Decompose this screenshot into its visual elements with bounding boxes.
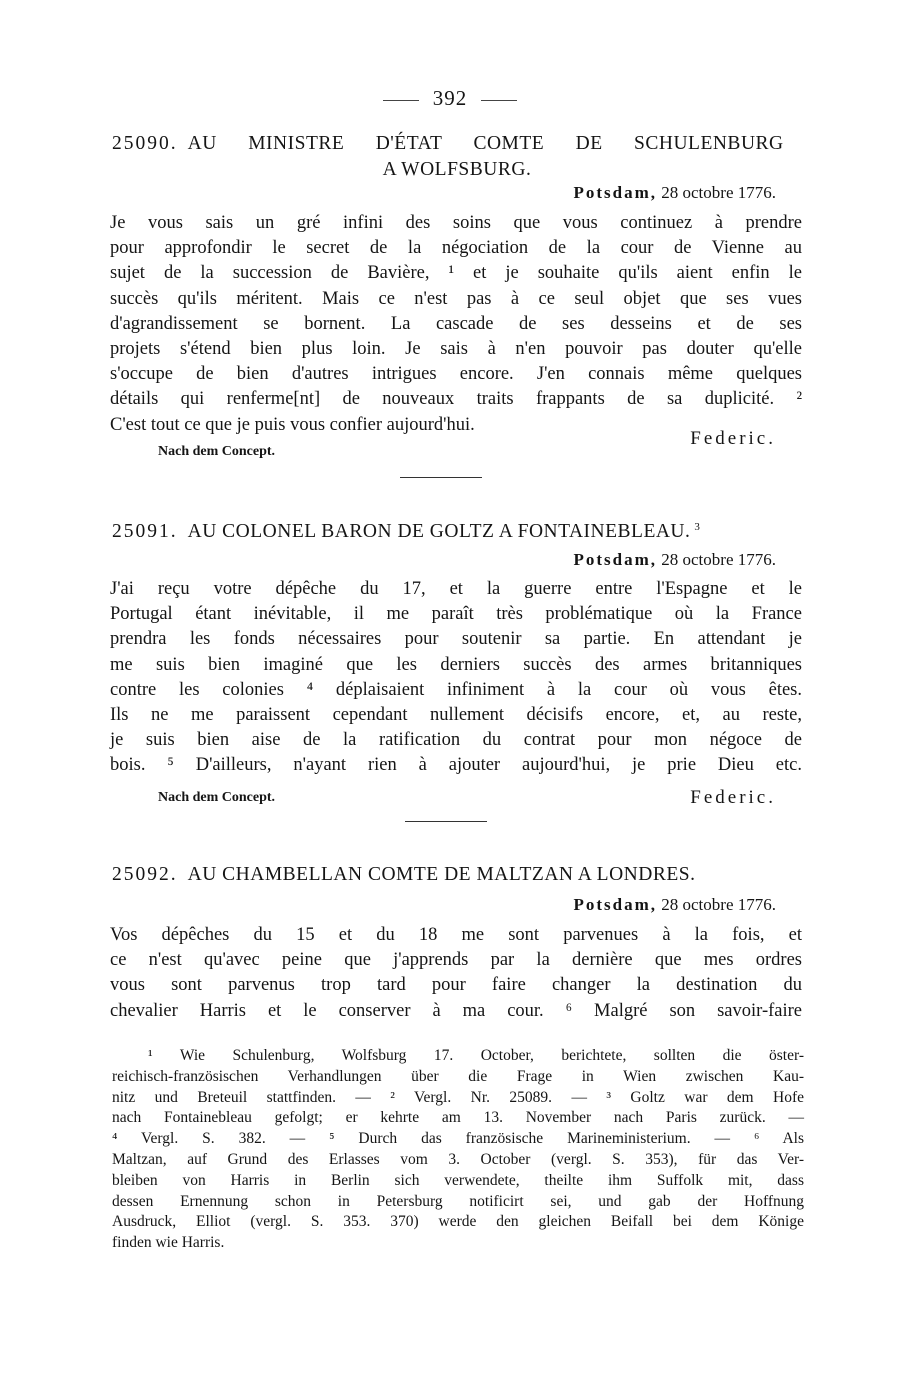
body-line: contre les colonies ⁴ déplaisaient infiniment à la cour où vous êtes. <box>110 679 802 700</box>
footnote-line: Ausdruck, Elliot (vergl. S. 353. 370) werde den gleichen Beifall bei dem Könige <box>112 1213 804 1231</box>
body-line: succès qu'ils méritent. Mais ce n'est pas à ce seul objet que ses vues <box>110 288 802 309</box>
signature: Federic. <box>690 428 776 449</box>
body-line: vous sont parvenus trop tard pour faire changer la destination du <box>110 975 802 996</box>
letter-recipient: AU MINISTRE D'ÉTAT COMTE DE SCHULENBURG <box>187 133 784 154</box>
footnote-line: ⁴ Vergl. S. 382. — ⁵ Durch das französische Marineministerium. — ⁶ Als <box>112 1130 804 1148</box>
body-line: pour approfondir le secret de la négociation de la cour de Vienne au <box>110 238 802 259</box>
dateline-date: 28 octobre 1776. <box>661 183 776 202</box>
footnote-line: finden wie Harris. <box>112 1234 225 1252</box>
dateline <box>573 894 776 916</box>
letter-body <box>110 923 802 1024</box>
footnote-line: ¹ Wie Schulenburg, Wolfsburg 17. October, berichtete, sollten die öster- <box>148 1047 804 1064</box>
letter-heading <box>112 862 802 888</box>
section-divider <box>405 821 487 822</box>
footnote-line: dessen Ernennung schon in Petersburg notificirt sei, und gab der Hoffnung <box>112 1192 804 1210</box>
dateline-place: Potsdam, <box>573 183 658 202</box>
source-note: Nach dem Concept. <box>158 790 276 805</box>
body-line: chevalier Harris et le conserver à ma cour. ⁶ Malgré son savoir-faire <box>110 1000 802 1021</box>
body-line: bois. ⁵ D'ailleurs, n'ayant rien à ajouter aujourd'hui, je prie Dieu etc. <box>110 755 802 776</box>
body-line: me suis bien imaginé que les derniers succès des armes britanniques <box>110 654 802 675</box>
dateline <box>573 182 776 204</box>
body-line: Portugal étant inévitable, il me paraît très problématique où la France <box>110 604 802 625</box>
footnote-line: nach Fontainebleau gefolgt; er kehrte am 13. November nach Paris zurück. — <box>112 1109 804 1127</box>
page-number-rule-right <box>481 100 517 101</box>
body-line: J'ai reçu votre dépêche du 17, et la guerre entre l'Espagne et le <box>110 579 802 599</box>
body-line: C'est tout ce que je puis vous confier aujourd'hui. <box>110 414 475 435</box>
page-number-text: 392 <box>432 86 468 110</box>
letter-number: 25092. <box>112 864 178 885</box>
body-line: Je vous sais un gré infini des soins que vous continuez à prendre <box>110 213 802 233</box>
body-line: Ils ne me paraissent cependant nullement décisifs encore, et, au reste, <box>110 705 802 726</box>
body-line: ce n'est qu'avec peine que j'apprends par la dernière que mes ordres <box>110 950 802 971</box>
footnote-reference: 3 <box>694 520 701 533</box>
footnotes <box>112 1046 804 1254</box>
letter-recipient-line2: A WOLFSBURG. <box>382 159 532 180</box>
body-line: prendra les fonds nécessaires pour soutenir sa partie. En attendant je <box>110 629 802 650</box>
body-line: d'agrandissement se bornent. La cascade de ses desseins et de ses <box>110 313 802 334</box>
footnote-line: Maltzan, auf Grund des Erlasses vom 3. October (vergl. S. 353), für das Ver- <box>112 1150 804 1168</box>
signature: Federic. <box>690 787 776 808</box>
body-line: je suis bien aise de la ratification du contrat pour mon négoce de <box>110 730 802 751</box>
letter-body <box>110 577 802 779</box>
dateline-place: Potsdam, <box>573 550 658 569</box>
letter-heading <box>112 519 802 545</box>
letter-body <box>110 211 802 438</box>
body-line: projets s'étend bien plus loin. Je sais à n'en pouvoir pas douter qu'elle <box>110 339 802 360</box>
page-number <box>0 86 900 111</box>
dateline-date: 28 octobre 1776. <box>661 550 776 569</box>
dateline <box>573 549 776 571</box>
letter-recipient: AU COLONEL BARON DE GOLTZ A FONTAINEBLEAU. <box>187 521 691 542</box>
footnote-line: nitz und Breteuil stattfinden. — ² Vergl. Nr. 25089. — ³ Goltz war dem Hofe <box>112 1088 804 1106</box>
page-number-rule-left <box>383 100 419 101</box>
body-line: sujet de la succession de Bavière, ¹ et je souhaite qu'ils aient enfin le <box>110 263 802 284</box>
letter-number: 25091. <box>112 521 178 542</box>
body-line: s'occupe de bien d'autres intrigues encore. J'en connais même quelques <box>110 364 802 385</box>
dateline-place: Potsdam, <box>573 895 658 914</box>
section-divider <box>400 477 482 478</box>
footnote-line: reichisch-französischen Verhandlungen über die Frage in Wien zwischen Kau- <box>112 1067 804 1085</box>
letter-recipient: AU CHAMBELLAN COMTE DE MALTZAN A LONDRES. <box>187 864 696 885</box>
dateline-date: 28 octobre 1776. <box>661 895 776 914</box>
letter-heading <box>112 131 802 157</box>
letter-number: 25090. <box>112 133 178 154</box>
footnote-line: bleiben von Harris in Berlin sich verwendete, theilte ihm Suffolk mit, dass <box>112 1171 804 1189</box>
source-note: Nach dem Concept. <box>158 444 276 459</box>
body-line: détails qui renferme[nt] de nouveaux traits frappants de sa duplicité. ² <box>110 389 802 410</box>
body-line: Vos dépêches du 15 et du 18 me sont parvenues à la fois, et <box>110 925 802 945</box>
